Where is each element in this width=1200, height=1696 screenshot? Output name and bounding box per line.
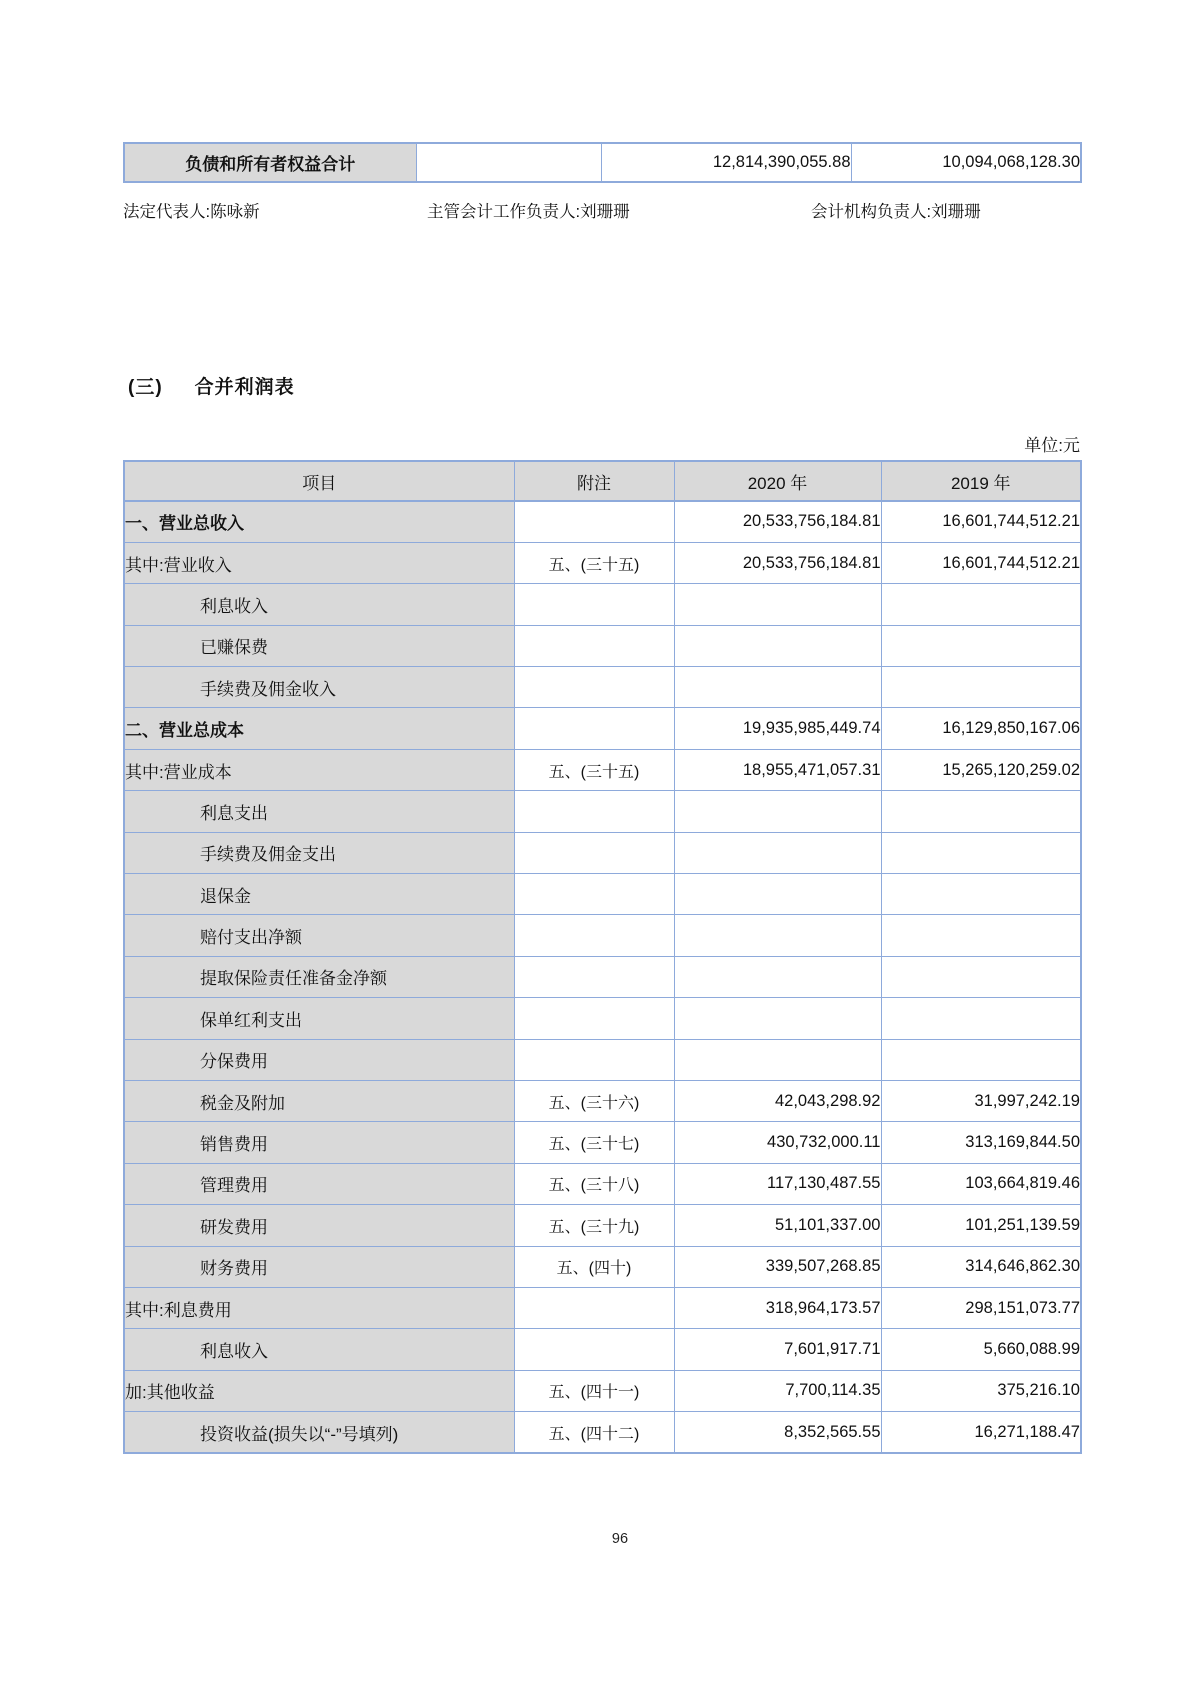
section-heading	[128, 372, 295, 399]
note-cell: 五、(四十一)	[514, 1370, 674, 1411]
table-row	[124, 1329, 1081, 1370]
note-cell	[514, 998, 674, 1039]
value-2019-cell: 375,216.10	[881, 1370, 1081, 1411]
note-cell	[514, 1039, 674, 1080]
legal-representative-signature: 法定代表人:陈咏新	[123, 203, 260, 221]
value-2020-cell	[674, 667, 881, 708]
value-2019-cell: 298,151,073.77	[881, 1287, 1081, 1328]
note-cell: 五、(三十八)	[514, 1163, 674, 1204]
item-cell: 其中:利息费用	[124, 1287, 514, 1328]
value-2020-cell	[674, 791, 881, 832]
note-cell	[514, 1287, 674, 1328]
table-row	[124, 1080, 1081, 1121]
table-row	[124, 874, 1081, 915]
value-2019-cell	[881, 584, 1081, 625]
value-2019-cell	[881, 625, 1081, 666]
note-cell	[514, 584, 674, 625]
item-cell: 退保金	[124, 874, 514, 915]
table-row	[124, 749, 1081, 790]
note-cell	[514, 874, 674, 915]
value-2020-cell: 42,043,298.92	[674, 1080, 881, 1121]
value-2020-cell: 430,732,000.11	[674, 1122, 881, 1163]
value-2019-cell: 103,664,819.46	[881, 1163, 1081, 1204]
value-2020-cell	[674, 584, 881, 625]
table-row	[124, 956, 1081, 997]
item-cell: 其中:营业收入	[124, 542, 514, 583]
page-number: 96	[611, 1531, 629, 1547]
item-cell: 手续费及佣金支出	[124, 832, 514, 873]
value-2020-cell	[674, 874, 881, 915]
note-cell	[514, 1329, 674, 1370]
value-2020-cell: 20,533,756,184.81	[674, 501, 881, 542]
value-2019-cell: 16,129,850,167.06	[881, 708, 1081, 749]
table-row	[124, 667, 1081, 708]
item-cell: 管理费用	[124, 1163, 514, 1204]
value-2019-cell	[881, 956, 1081, 997]
table-row	[124, 1163, 1081, 1204]
note-cell	[514, 832, 674, 873]
value-2020-cell: 339,507,268.85	[674, 1246, 881, 1287]
value-2020-cell: 12,814,390,055.88	[601, 143, 851, 182]
item-cell: 研发费用	[124, 1205, 514, 1246]
value-2019-cell	[881, 791, 1081, 832]
value-2019-cell	[881, 915, 1081, 956]
item-cell: 一、营业总收入	[124, 501, 514, 542]
table-row	[124, 143, 1081, 182]
note-cell: 五、(四十二)	[514, 1412, 674, 1453]
table-row	[124, 998, 1081, 1039]
table-row	[124, 1122, 1081, 1163]
item-cell: 财务费用	[124, 1246, 514, 1287]
note-cell	[416, 143, 601, 182]
value-2020-cell: 8,352,565.55	[674, 1412, 881, 1453]
value-2019-cell: 10,094,068,128.30	[851, 143, 1081, 182]
value-2020-cell: 117,130,487.55	[674, 1163, 881, 1204]
note-cell	[514, 708, 674, 749]
value-2020-cell: 20,533,756,184.81	[674, 542, 881, 583]
value-2020-cell	[674, 956, 881, 997]
value-2019-cell: 15,265,120,259.02	[881, 749, 1081, 790]
value-2019-cell: 16,601,744,512.21	[881, 542, 1081, 583]
value-2020-cell: 7,700,114.35	[674, 1370, 881, 1411]
total-liabilities-equity-label: 负债和所有者权益合计	[124, 143, 416, 182]
value-2020-cell: 18,955,471,057.31	[674, 749, 881, 790]
table-row	[124, 1412, 1081, 1453]
item-cell: 销售费用	[124, 1122, 514, 1163]
table-row	[124, 832, 1081, 873]
item-cell: 加:其他收益	[124, 1370, 514, 1411]
table-row	[124, 1287, 1081, 1328]
value-2019-cell	[881, 832, 1081, 873]
header-item: 项目	[124, 461, 514, 501]
value-2020-cell: 318,964,173.57	[674, 1287, 881, 1328]
value-2019-cell: 314,646,862.30	[881, 1246, 1081, 1287]
table-row	[124, 791, 1081, 832]
note-cell: 五、(三十九)	[514, 1205, 674, 1246]
value-2019-cell: 31,997,242.19	[881, 1080, 1081, 1121]
header-2019: 2019 年	[881, 461, 1081, 501]
value-2019-cell	[881, 874, 1081, 915]
value-2019-cell: 16,601,744,512.21	[881, 501, 1081, 542]
table-row	[124, 1370, 1081, 1411]
signatures-line	[123, 198, 1080, 220]
note-cell	[514, 956, 674, 997]
note-cell: 五、(三十七)	[514, 1122, 674, 1163]
value-2019-cell	[881, 998, 1081, 1039]
value-2019-cell: 101,251,139.59	[881, 1205, 1081, 1246]
unit-label: 单位:元	[1024, 436, 1080, 455]
header-note: 附注	[514, 461, 674, 501]
note-cell	[514, 791, 674, 832]
value-2020-cell	[674, 1039, 881, 1080]
item-cell: 利息支出	[124, 791, 514, 832]
note-cell: 五、(三十五)	[514, 749, 674, 790]
table-row	[124, 1039, 1081, 1080]
value-2020-cell	[674, 625, 881, 666]
value-2020-cell: 51,101,337.00	[674, 1205, 881, 1246]
table-row	[124, 1246, 1081, 1287]
table-row	[124, 542, 1081, 583]
income-table-body	[124, 501, 1081, 1453]
item-cell: 提取保险责任准备金净额	[124, 956, 514, 997]
table-header-row	[124, 461, 1081, 501]
note-cell	[514, 625, 674, 666]
balance-total-table	[123, 142, 1082, 183]
item-cell: 保单红利支出	[124, 998, 514, 1039]
value-2019-cell: 16,271,188.47	[881, 1412, 1081, 1453]
item-cell: 手续费及佣金收入	[124, 667, 514, 708]
value-2019-cell: 313,169,844.50	[881, 1122, 1081, 1163]
value-2020-cell: 7,601,917.71	[674, 1329, 881, 1370]
value-2019-cell	[881, 1039, 1081, 1080]
table-row	[124, 1205, 1081, 1246]
table-row	[124, 584, 1081, 625]
value-2020-cell	[674, 832, 881, 873]
table-row	[124, 915, 1081, 956]
value-2020-cell	[674, 915, 881, 956]
item-cell: 投资收益(损失以“-”号填列)	[124, 1412, 514, 1453]
item-cell: 税金及附加	[124, 1080, 514, 1121]
note-cell: 五、(四十)	[514, 1246, 674, 1287]
income-statement-table	[123, 460, 1082, 1454]
chief-accountant-signature: 主管会计工作负责人:刘珊珊	[427, 203, 630, 221]
header-2020: 2020 年	[674, 461, 881, 501]
section-title: 合并利润表	[194, 377, 295, 398]
accounting-dept-head-signature: 会计机构负责人:刘珊珊	[811, 203, 981, 221]
value-2020-cell: 19,935,985,449.74	[674, 708, 881, 749]
note-cell	[514, 501, 674, 542]
note-cell	[514, 915, 674, 956]
table-row	[124, 708, 1081, 749]
item-cell: 利息收入	[124, 1329, 514, 1370]
item-cell: 已赚保费	[124, 625, 514, 666]
value-2020-cell	[674, 998, 881, 1039]
item-cell: 赔付支出净额	[124, 915, 514, 956]
item-cell: 利息收入	[124, 584, 514, 625]
note-cell: 五、(三十五)	[514, 542, 674, 583]
section-number: (三)	[128, 377, 163, 398]
note-cell: 五、(三十六)	[514, 1080, 674, 1121]
item-cell: 分保费用	[124, 1039, 514, 1080]
item-cell: 二、营业总成本	[124, 708, 514, 749]
table-row	[124, 625, 1081, 666]
table-row	[124, 501, 1081, 542]
value-2019-cell	[881, 667, 1081, 708]
value-2019-cell: 5,660,088.99	[881, 1329, 1081, 1370]
item-cell: 其中:营业成本	[124, 749, 514, 790]
note-cell	[514, 667, 674, 708]
